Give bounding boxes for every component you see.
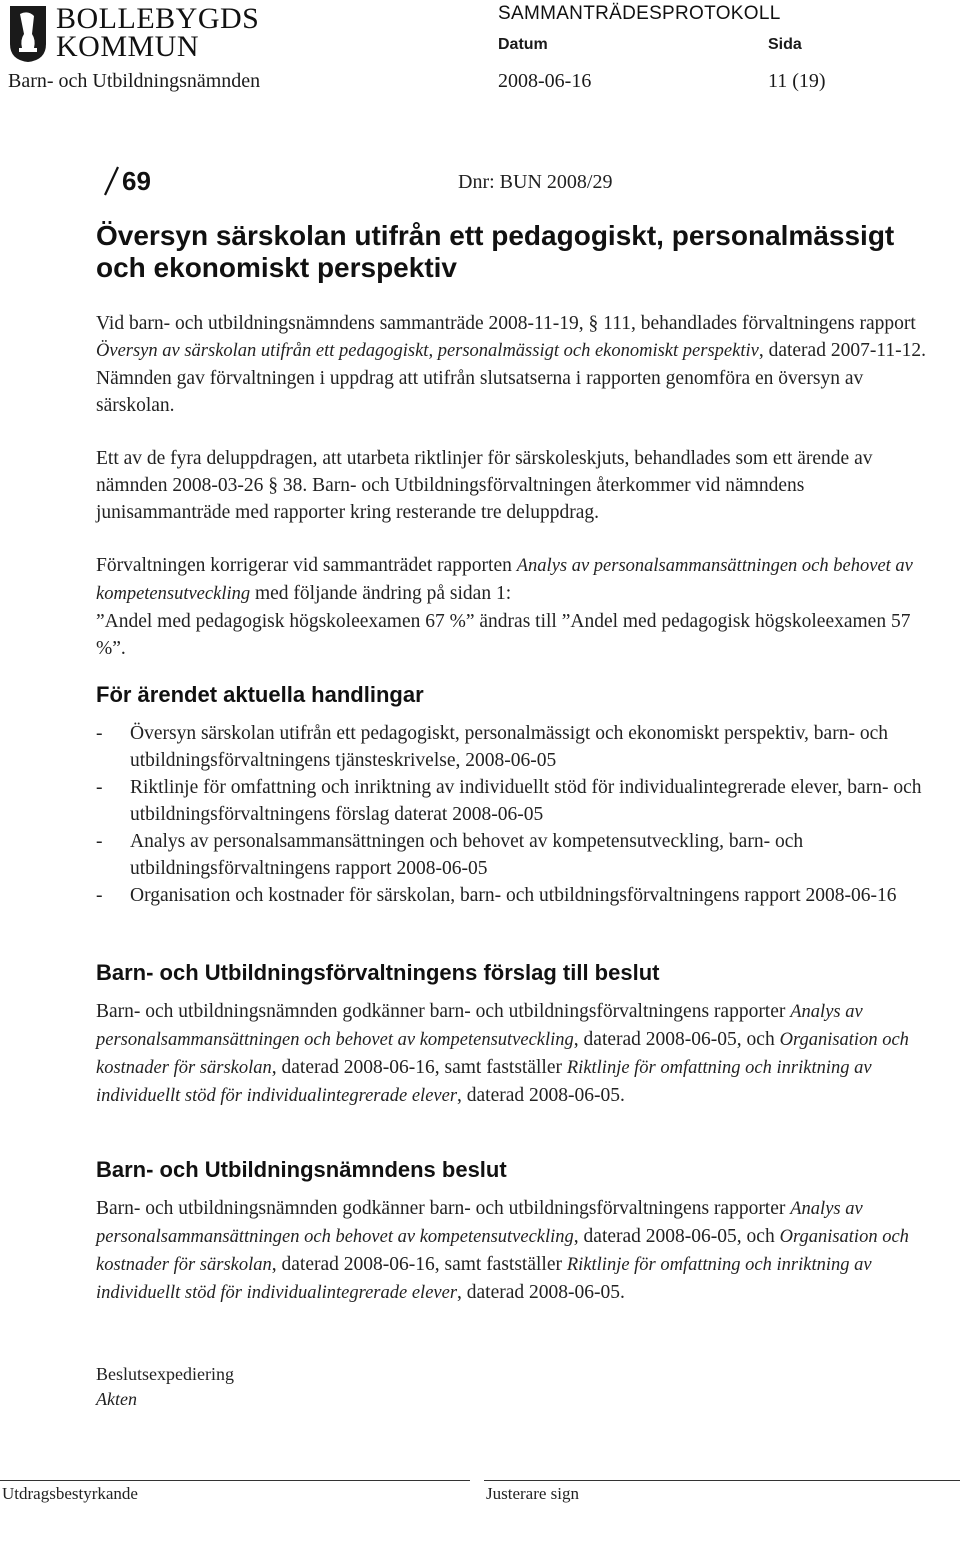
- text-run: , daterad 2008-06-05.: [457, 1282, 625, 1303]
- background-paragraph: [96, 310, 942, 419]
- text-run: 38. Barn- och Utbildningsförvaltningen återkommer vid nämndens junisammanträde med rapporter kring resterande tre deluppdrag.: [96, 475, 805, 523]
- proposal-paragraph: [96, 998, 942, 1110]
- report-title: Analys av personalsammansättningen och behovet av kompetensutveckling: [96, 1002, 863, 1050]
- municipality-crest-icon: [8, 4, 48, 64]
- text-run: med följande ändring på sidan 1:: [250, 583, 512, 604]
- dispatch-recipient: Akten: [96, 1389, 137, 1409]
- text-run: , daterad 2007-11-12. Nämnden gav förvaltningen i uppdrag att utifrån slutsatserna i rapporten genomföra en översyn av särskolan.: [96, 340, 926, 416]
- list-item: - Översyn särskolan utifrån ett pedagogiskt, personalmässigt och ekonomiskt perspektiv, barn- och utbildningsförvaltningens tjänsteskrivelse, 2008-06-05: [96, 720, 942, 774]
- committee-name: Barn- och Utbildningsnämnden: [8, 70, 261, 92]
- report-title: Analys av personalsammansättningen och behovet av kompetensutveckling: [96, 1199, 863, 1247]
- text-run: Förvaltningen korrigerar vid sammanträdet rapporten: [96, 555, 517, 576]
- list-item-text: Riktlinje för omfattning och inriktning av individuellt stöd för individualintegrerade elever, barn- och utbildningsförvaltningens förslag daterat 2008-06-05: [130, 777, 922, 825]
- page-label: Sida: [768, 36, 802, 53]
- title-line-2: och ekonomiskt perspektiv: [96, 252, 458, 283]
- page-title: [96, 220, 936, 284]
- dispatch-block: [96, 1362, 942, 1412]
- report-title: Riktlinje för omfattning och inriktning av individuellt stöd för individualintegrerade elever: [96, 1255, 872, 1303]
- report-title: Analys av personalsammansättningen och behovet av kompetensutveckling: [96, 556, 913, 604]
- dispatch-label: Beslutsexpediering: [96, 1364, 234, 1384]
- list-item: - Analys av personalsammansättningen och behovet av kompetensutveckling, barn- och utbildningsförvaltningens rapport 2008-06-05: [96, 828, 942, 882]
- documents-heading: För ärendet aktuella handlingar: [96, 682, 424, 707]
- signature-label: Justerare sign: [486, 1484, 580, 1503]
- text-run: , daterad 2008-06-05, och: [573, 1029, 780, 1050]
- report-title: Organisation och kostnader för särskolan: [96, 1227, 909, 1275]
- list-item: - Organisation och kostnader för särskolan, barn- och utbildningsförvaltningens rapport 2008-06-16: [96, 882, 942, 909]
- text-run: , daterad 2008-06-16, samt fastställer: [271, 1254, 567, 1275]
- certification-label: Utdragsbestyrkande: [2, 1484, 138, 1503]
- report-title: Riktlinje för omfattning och inriktning av individuellt stöd för individualintegrerade elever: [96, 1058, 872, 1106]
- page-number: 11 (19): [768, 70, 826, 92]
- text-run: 111, behandlades förvaltningens rapport: [598, 313, 916, 334]
- decision-heading: Barn- och Utbildningsnämndens beslut: [96, 1157, 507, 1182]
- registration-number: Dnr: BUN 2008/29: [458, 171, 613, 193]
- footer-divider: [484, 1480, 960, 1481]
- list-item-text: Översyn särskolan utifrån ett pedagogiskt, personalmässigt och ekonomiskt perspektiv, barn- och utbildningsförvaltningens tjänsteskrivelse, 2008-06-05: [130, 723, 888, 771]
- text-run: Ett av de fyra deluppdragen, att utarbeta riktlinjer för särskoleskjuts, behandlades som ett ärende av nämnden 2008-03-26: [96, 448, 873, 496]
- decision-paragraph: [96, 1195, 942, 1307]
- section-symbol: §: [588, 313, 599, 334]
- text-run: , daterad 2008-06-05, och: [573, 1226, 780, 1247]
- title-line-1: Översyn särskolan utifrån ett pedagogiskt, personalmässigt: [96, 220, 895, 251]
- correction-text: ”Andel med pedagogisk högskoleexamen 67 %” ändras till ”Andel med pedagogisk högskoleexamen 57 %”.: [96, 611, 911, 659]
- section-symbol: §: [268, 475, 278, 496]
- section-marker-icon: [100, 166, 122, 196]
- subtask-paragraph: [96, 445, 942, 526]
- text-run: Barn- och utbildningsnämnden godkänner barn- och utbildningsförvaltningens rapporter: [96, 1001, 791, 1022]
- logo-text-line1: BOLLEBYGDS: [56, 2, 260, 35]
- text-run: , daterad 2008-06-16, samt fastställer: [271, 1057, 567, 1078]
- report-title: Översyn av särskolan utifrån ett pedagogiskt, personalmässigt och ekonomiskt perspektiv: [96, 341, 759, 361]
- date-label: Datum: [498, 36, 548, 53]
- list-item-text: Analys av personalsammansättningen och behovet av kompetensutveckling, barn- och utbildningsförvaltningens rapport 2008-06-05: [130, 831, 804, 879]
- documents-list: [96, 720, 942, 909]
- logo-text-line2: KOMMUN: [56, 30, 200, 63]
- text-run: Vid barn- och utbildningsnämndens sammanträde 2008-11-19,: [96, 313, 589, 334]
- text-run: Barn- och utbildningsnämnden godkänner barn- och utbildningsförvaltningens rapporter: [96, 1198, 791, 1219]
- proposal-heading: Barn- och Utbildningsförvaltningens förslag till beslut: [96, 960, 660, 985]
- footer-divider: [0, 1480, 470, 1481]
- list-item: - Riktlinje för omfattning och inriktning av individuellt stöd för individualintegrerade elever, barn- och utbildningsförvaltningens förslag daterat 2008-06-05: [96, 774, 942, 828]
- report-title: Organisation och kostnader för särskolan: [96, 1030, 909, 1078]
- text-run: , daterad 2008-06-05.: [457, 1085, 625, 1106]
- section-number: 69: [122, 166, 151, 196]
- correction-paragraph: [96, 552, 942, 662]
- document-type: SAMMANTRÄDESPROTOKOLL: [498, 3, 781, 24]
- list-item-text: Organisation och kostnader för särskolan, barn- och utbildningsförvaltningens rapport 2008-06-16: [130, 885, 897, 906]
- meeting-date: 2008-06-16: [498, 70, 592, 92]
